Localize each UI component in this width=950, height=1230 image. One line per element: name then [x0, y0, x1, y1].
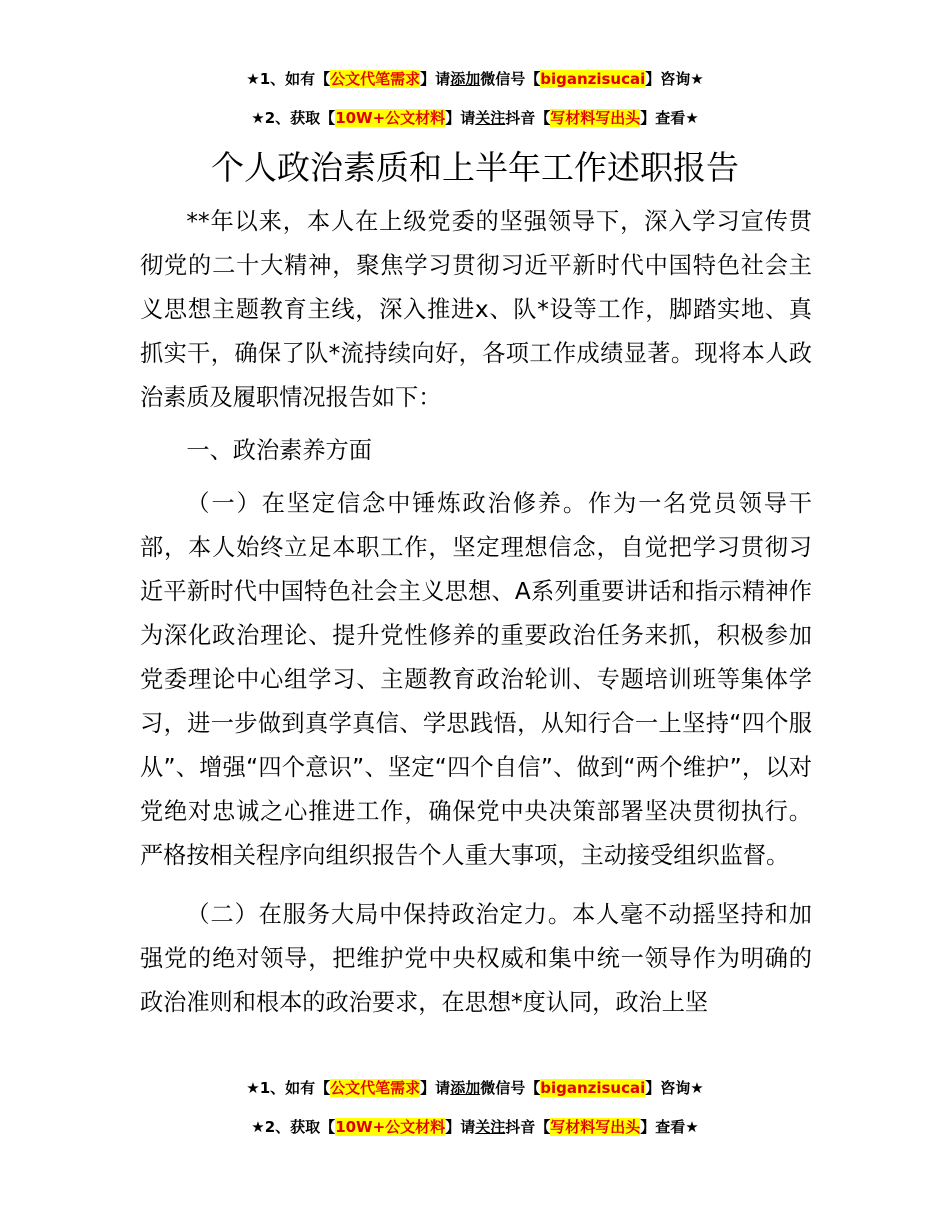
promo-text: 】请	[445, 1118, 476, 1136]
paragraph-intro: **年以来，本人在上级党委的坚强领导下，深入学习宣传贯彻党的二十大精神，聚焦学习贯彻习近平新时代中国特色社会主义思想主题教育主线，深入推进x、队*设等工作，脚踏实地、真抓实干，确保了队*流持续向好，各项工作成绩显著。现将本人政治素质及履职情况报告如下：	[140, 208, 812, 411]
promo-highlight: 10W+公文材料	[335, 109, 446, 127]
promo-highlight: 公文代笔需求	[330, 70, 421, 88]
promo-text: 抖音【	[505, 1118, 551, 1136]
footer-promo-line-2	[0, 1116, 950, 1138]
promo-text: ★1、如有【	[246, 1079, 331, 1097]
document-title: 个人政治素质和上半年工作述职报告	[211, 148, 739, 187]
promo-highlight: biganzisucai	[540, 70, 646, 88]
promo-text: 】咨询★	[645, 1079, 704, 1097]
promo-highlight: 公文代笔需求	[330, 1079, 421, 1097]
promo-highlight: 写材料写出头	[550, 1118, 641, 1136]
promo-text: 抖音【	[505, 109, 551, 127]
section-heading: 一、政治素养方面	[186, 437, 372, 464]
promo-text: ★1、如有【	[246, 70, 331, 88]
promo-text: 】请	[420, 70, 451, 88]
promo-text: 】咨询★	[645, 70, 704, 88]
promo-highlight: 10W+公文材料	[335, 1118, 446, 1136]
promo-text: 微信号【	[480, 1079, 541, 1097]
header-promo-line-1	[0, 68, 950, 90]
promo-underline: 添加	[450, 1079, 481, 1097]
footer-promo-line-1	[0, 1077, 950, 1099]
promo-text: ★2、获取【	[251, 109, 336, 127]
promo-highlight: biganzisucai	[540, 1079, 646, 1097]
header-promo-line-2	[0, 107, 950, 129]
promo-text: ★2、获取【	[251, 1118, 336, 1136]
promo-underline: 添加	[450, 70, 481, 88]
promo-underline: 关注	[475, 1118, 506, 1136]
promo-highlight: 写材料写出头	[550, 109, 641, 127]
promo-underline: 关注	[475, 109, 506, 127]
paragraph-section-1: （一）在坚定信念中锤炼政治修养。作为一名党员领导干部，本人始终立足本职工作，坚定理想信念，自觉把学习贯彻习近平新时代中国特色社会主义思想、A系列重要讲话和指示精神作为深化政治理论、提升党性修养的重要政治任务来抓，积极参加党委理论中心组学习、主题教育政治轮训、专题培训班等集体学习，进一步做到真学真信、学思践悟，从知行合一上坚持“四个服从”、增强“四个意识”、坚定“四个自信”、做到“两个维护”，以对党绝对忠诚之心推进工作，确保党中央决策部署坚决贯彻执行。严格按相关程序向组织报告个人重大事项，主动接受组织监督。	[140, 490, 812, 869]
promo-text: 微信号【	[480, 70, 541, 88]
promo-text: 】查看★	[640, 1118, 699, 1136]
promo-text: 】查看★	[640, 109, 699, 127]
document-body	[140, 200, 812, 1025]
paragraph-section-2: （二）在服务大局中保持政治定力。本人毫不动摇坚持和加强党的绝对领导，把维护党中央权威和集中统一领导作为明确的政治准则和根本的政治要求，在思想*度认同，政治上坚	[140, 901, 812, 1016]
promo-text: 】请	[420, 1079, 451, 1097]
promo-text: 】请	[445, 109, 476, 127]
